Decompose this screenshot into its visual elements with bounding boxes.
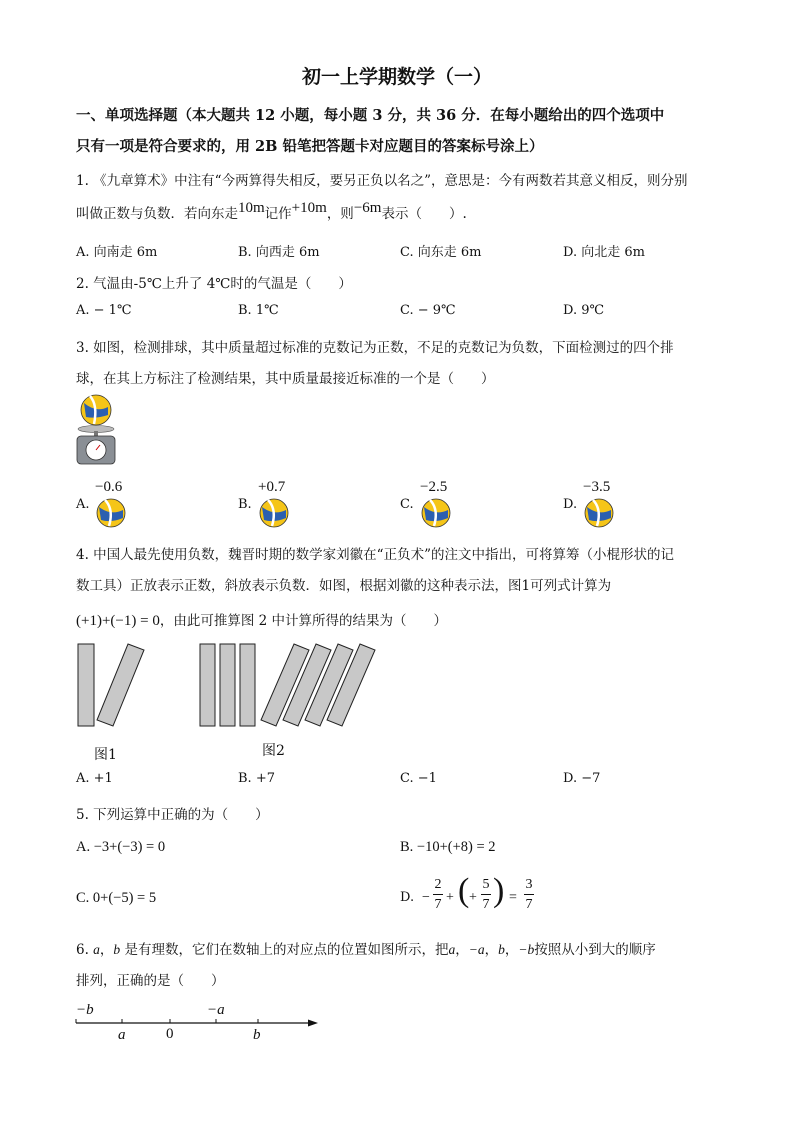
q6-number: 6. xyxy=(76,942,94,958)
axis-label-a: a xyxy=(118,1027,126,1043)
q1-text-c: 记作 xyxy=(264,206,292,222)
q4-option-d[interactable]: D. −7 xyxy=(563,771,601,786)
q3-option-b-letter[interactable]: B. xyxy=(238,497,252,512)
q1-text-e: ，则 xyxy=(326,206,354,222)
q5-option-b[interactable]: B. −10+(+8) = 2 xyxy=(400,839,496,855)
q5-d-num2: 5 xyxy=(482,877,490,892)
q1-line1: 1. 《九章算术》中注有“今两算得失相反，要另正负以名之”，意思是：今有两数若其意义相反，则分别 xyxy=(76,173,688,189)
volleyball-d-icon xyxy=(583,497,615,529)
page-title: 初一上学期数学（一） xyxy=(301,66,492,88)
q6-neg-b: −b xyxy=(518,942,535,957)
q5-option-d-letter[interactable]: D. xyxy=(400,890,415,905)
volleyball-scale-icon xyxy=(74,393,120,473)
q4-option-c[interactable]: C. −1 xyxy=(400,771,437,786)
q1-line2 xyxy=(76,202,467,223)
q2-option-d[interactable]: D. 9℃ xyxy=(563,303,605,318)
counting-rods-figure xyxy=(76,642,386,728)
q3-option-a-value: −0.6 xyxy=(95,479,123,495)
q3-line1: 3. 如图，检测排球，其中质量超过标准的克数记为正数，不足的克数记为负数，下面检测过的四个排 xyxy=(76,340,674,356)
axis-label-neg-a: −a xyxy=(207,1002,225,1018)
q4-option-b[interactable]: B. +7 xyxy=(238,771,275,786)
q5-d-num1: 2 xyxy=(434,877,442,892)
q3-option-d-letter[interactable]: D. xyxy=(563,497,578,512)
axis-label-b: b xyxy=(253,1027,261,1043)
q2-text: 2. 气温由-5℃上升了 4℃时的气温是（ ） xyxy=(76,276,352,292)
q5-d-num3: 3 xyxy=(525,877,533,892)
q5-text: 5. 下列运算中正确的为（ ） xyxy=(76,807,269,823)
q1-plus-10m: +10m xyxy=(291,200,327,216)
number-line xyxy=(76,1000,326,1050)
q5-d-den2: 7 xyxy=(482,897,490,912)
q4-formula: (+1)+(−1) = 0 xyxy=(76,613,160,629)
q4-line1: 4. 中国人最先使用负数，魏晋时期的数学家刘徽在“正负术”的注文中指出，可将算筹（小棍形状的记 xyxy=(76,547,674,563)
q1-text-g: 表示（ ）. xyxy=(381,206,467,222)
section-header-line2: 只有一项是符合要求的，用 2B 铅笔把答题卡对应题目的答案标号涂上） xyxy=(76,138,544,155)
q1-east-10m: 10m xyxy=(238,200,265,216)
q6-sep-4: ， xyxy=(504,942,519,958)
q6-text-c: 按照从小到大的顺序 xyxy=(534,942,656,958)
fig2-upright-rod-2 xyxy=(220,644,235,726)
fig2-caption: 图2 xyxy=(262,743,285,759)
q4-line2: 数工具）正放表示正数，斜放表示负数．如图，根据刘徽的这种表示法，图1可列式计算为 xyxy=(76,578,612,594)
q6-sep-1: ， xyxy=(99,942,114,958)
q6-var-a: a xyxy=(93,942,100,957)
volleyball-a-icon xyxy=(95,497,127,529)
q2-option-b[interactable]: B. 1℃ xyxy=(238,303,279,318)
fig1-caption: 图1 xyxy=(94,747,117,763)
volleyball-c-icon xyxy=(420,497,452,529)
q6-line1 xyxy=(76,938,656,958)
q3-option-b-value: +0.7 xyxy=(258,479,286,495)
q1-option-b[interactable]: B. 向西走 6m xyxy=(238,245,320,260)
q4-line3-text: ，由此可推算图 2 中计算所得的结果为（ ） xyxy=(159,613,447,629)
q2-option-c[interactable]: C. − 9℃ xyxy=(400,303,456,318)
q1-option-a[interactable]: A. 向南走 6m xyxy=(76,245,158,260)
q6-var-a-2: a xyxy=(448,942,456,957)
fig1-slanted-rod xyxy=(97,644,144,726)
q1-option-c[interactable]: C. 向东走 6m xyxy=(400,245,482,260)
q1-minus-6m: −6m xyxy=(353,200,382,216)
q5-option-a[interactable]: A. −3+(−3) = 0 xyxy=(76,839,166,855)
q3-option-d-value: −3.5 xyxy=(583,479,611,495)
q6-var-b-2: b xyxy=(498,942,505,957)
q6-sep-3: ， xyxy=(484,942,499,958)
fig2-upright-rod-1 xyxy=(200,644,215,726)
q6-neg-a: −a xyxy=(468,942,485,957)
fig2-upright-rod-3 xyxy=(240,644,255,726)
q3-option-a-letter[interactable]: A. xyxy=(76,497,90,512)
axis-label-neg-b: −b xyxy=(76,1002,94,1018)
q3-line2: 球，在其上方标注了检测结果，其中质量最接近标准的一个是（ ） xyxy=(76,371,495,387)
axis-label-zero: 0 xyxy=(166,1026,174,1042)
q6-sep-2: ， xyxy=(455,942,469,958)
fig1-upright-rod xyxy=(78,644,94,726)
q3-option-c-letter[interactable]: C. xyxy=(400,497,414,512)
q4-line3 xyxy=(76,609,447,630)
q6-var-b: b xyxy=(113,942,121,957)
volleyball-b-icon xyxy=(258,497,290,529)
section-header-line1: 一、单项选择题（本大题共 12 小题，每小题 3 分，共 36 分．在每小题给出的四个选项中 xyxy=(76,107,665,124)
q1-option-d[interactable]: D. 向北走 6m xyxy=(563,245,645,260)
q2-option-a[interactable]: A. − 1℃ xyxy=(76,303,132,318)
q3-option-c-value: −2.5 xyxy=(420,479,448,495)
q1-text-a: 叫做正数与负数．若向东走 xyxy=(76,206,238,222)
q5-d-den3: 7 xyxy=(525,897,533,912)
q4-option-a[interactable]: A. +1 xyxy=(76,771,113,786)
arrow-right-icon xyxy=(308,1020,318,1027)
q6-line2: 排列，正确的是（ ） xyxy=(76,973,225,989)
q5-option-c[interactable]: C. 0+(−5) = 5 xyxy=(76,890,157,906)
q6-text-b: 是有理数，它们在数轴上的对应点的位置如图所示，把 xyxy=(120,942,449,958)
q5-d-den1: 7 xyxy=(434,897,442,912)
